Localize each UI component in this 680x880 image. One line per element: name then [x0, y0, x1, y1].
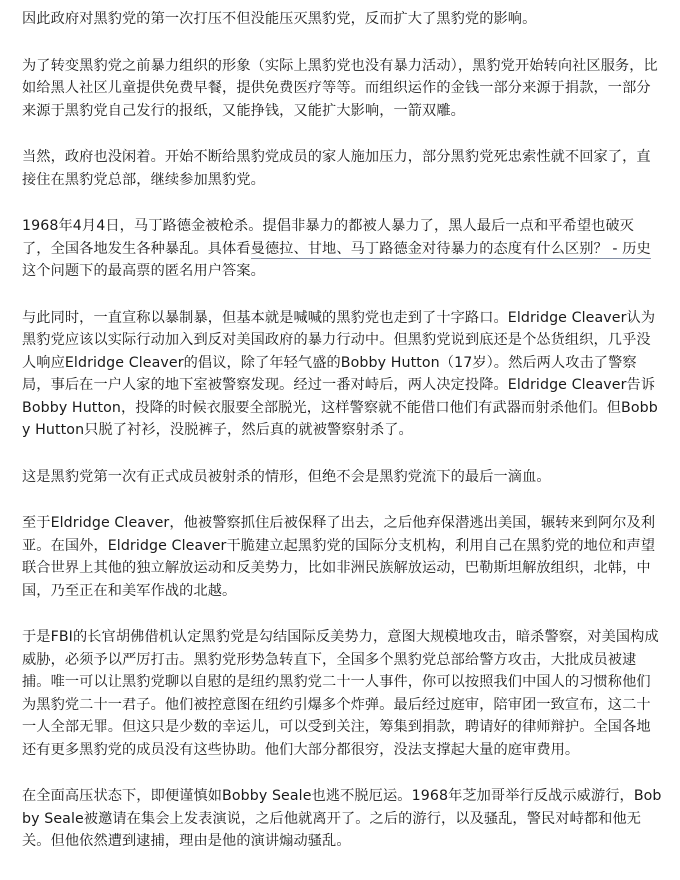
paragraph-1: 因此政府对黑豹党的第一次打压不但没能压灭黑豹党，反而扩大了黑豹党的影响。 — [22, 11, 537, 27]
paragraph-9: 在全面高压状态下，即便谨慎如Bobby Seale也逃不脱厄运。1968年芝加哥举行反战示威游行，Bobby Seale被邀请在集会上发表演说，之后他就离开了。之后的游行，以及骚乱，警民对峙都和他无关。但他依然遭到逮捕，理由是他的演讲煽动骚乱。 — [22, 788, 662, 849]
paragraph-7: 至于Eldridge Cleaver，他被警察抓住后被保释了出去，之后他弃保潜逃出美国，辗转来到阿尔及利亚。在国外，Eldridge Cleaver干脆建立起黑豹党的国际分支机构，利用自己在黑豹党的地位和声望联合世界上其他的独立解放运动和反美势力，比如非洲民族解放运动，巴勒斯坦解放组织，北韩，中国，乃至正在和美军作战的北越。 — [22, 515, 656, 599]
paragraph-4-text-before: 1968年4月4日，马丁路德金被枪杀。提倡非暴力的都被人暴力了，黑人最后一点和平希望也破灭了，全国各地发生各种暴乱。具体看 — [22, 218, 634, 257]
paragraph-5: 与此同时，一直宣称以暴制暴，但基本就是喊喊的黑豹党也走到了十字路口。Eldridge Cleaver认为黑豹党应该以实际行动加入到反对美国政府的暴力行动中。但黑豹党说到底还是个怂货组织，几乎没人响应Eldridge Cleaver的倡议，除了年轻气盛的Bobby Hutton（17岁）。然后两人攻击了警察局，事后在一户人家的地下室被警察发现。经过一番对峙后，两人决定投降。Eldridge Cleaver告诉Bobby Hutton，投降的时候衣服要全部脱光，这样警察就不能借口他们有武器而射杀他们。但Bobby Hutton只脱了衬衫，没脱裤子，然后真的就被警察射杀了。 — [22, 309, 658, 438]
paragraph-8: 于是FBI的长官胡佛借机认定黑豹党是勾结国际反美势力，意图大规模地攻击，暗杀警察，对美国构成威胁，必须予以严厉打击。黑豹党形势急转直下，全国多个黑豹党总部给警方攻击，大批成员被逮捕。唯一可以让黑豹党聊以自慰的是纽约黑豹党二十一人事件，你可以按照我们中国人的习惯称他们为黑豹党二十一君子。他们被控意图在纽约引爆多个炸弹。最后经过庭审，陪审团一致宣布，这二十一人全部无罪。但这只是少数的幸运儿，可以受到关注，筹集到捐款，聘请好的律师辩护。全国各地还有更多黑豹党的成员没有这些协助。他们大部分都很穷，没法支撑起大量的庭审费用。 — [22, 629, 659, 758]
paragraph-2: 为了转变黑豹党之前暴力组织的形象（实际上黑豹党也没有暴力活动），黑豹党开始转向社区服务，比如给黑人社区儿童提供免费早餐，提供免费医疗等等。而组织运作的金钱一部分来源于捐款，一部分来源于黑豹党自己发行的报纸，又能挣钱，又能扩大影响，一箭双雕。 — [22, 57, 658, 119]
question-link[interactable]: 曼德拉、甘地、马丁路德金对待暴力的态度有什么区别？ - 历史 — [250, 240, 651, 257]
paragraph-4-text-after: 这个问题下的最高票的匿名用户答案。 — [22, 263, 265, 279]
paragraph-3: 当然，政府也没闲着。开始不断给黑豹党成员的家人施加压力，部分黑豹党死忠索性就不回家了，直接住在黑豹党总部，继续参加黑豹党。 — [22, 149, 651, 188]
paragraph-6: 这是黑豹党第一次有正式成员被射杀的情形，但绝不会是黑豹党流下的最后一滴血。 — [22, 468, 551, 485]
paragraph-4 — [22, 215, 662, 283]
